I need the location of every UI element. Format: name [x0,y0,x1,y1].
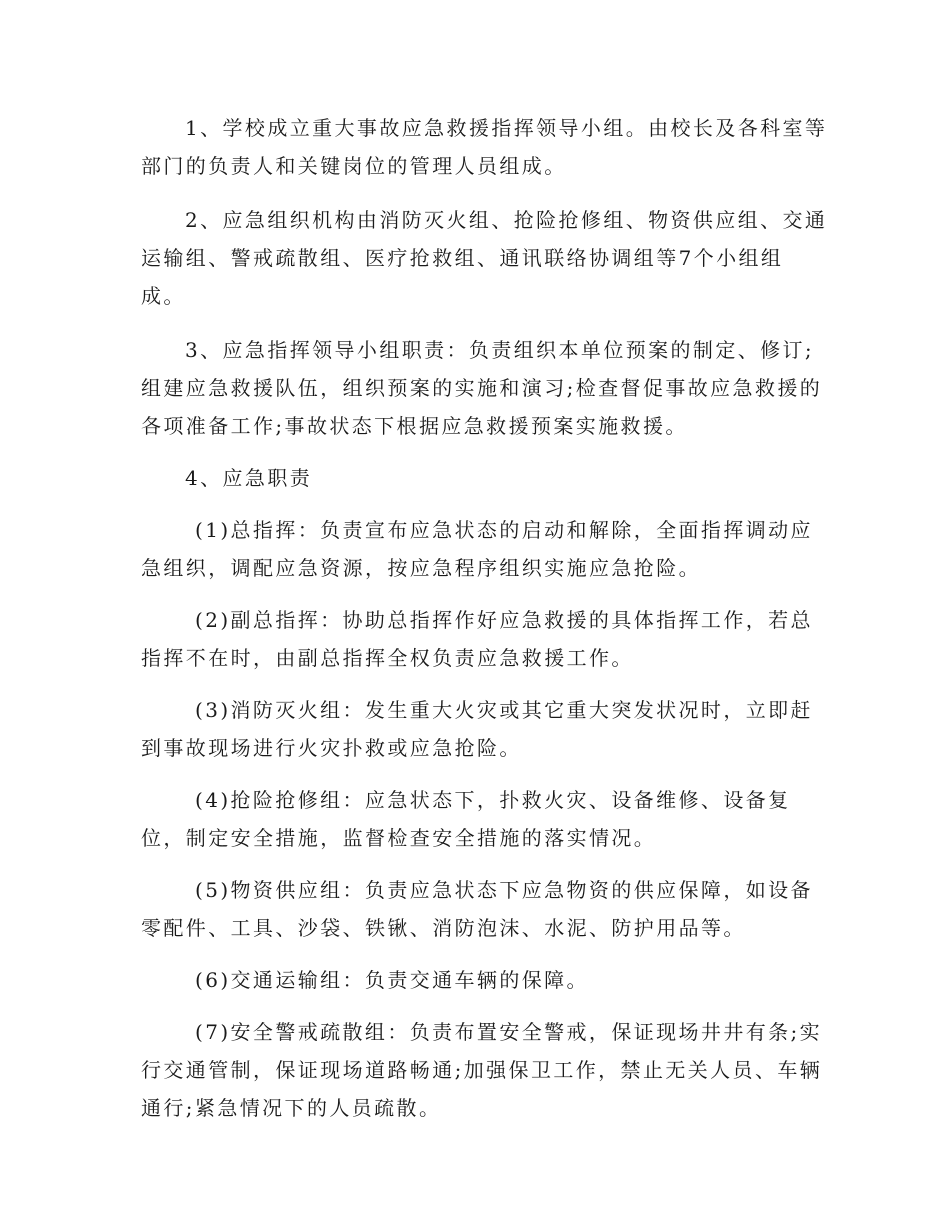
paragraph-3-line-2: 组建应急救援队伍，组织预案的实施和演习;检查督促事故应急救援的 [141,376,823,400]
paragraph-8-line-2: 位，制定安全措施，监督检查安全措施的落实情况。 [141,826,657,850]
paragraph-8-line-1: (4)抢险抢修组：应急状态下，扑救火灾、设备维修、设备复 [195,788,791,812]
paragraph-10-line-1: (6)交通运输组：负责交通车辆的保障。 [195,968,589,992]
paragraph-11-line-2: 行交通管制，保证现场道路畅通;加强保卫工作，禁止无关人员、车辆 [141,1058,823,1082]
paragraph-2-line-2: 运输组、警戒疏散组、医疗抢救组、通讯联络协调组等7个小组组 [141,246,784,270]
paragraph-3-line-1: 3、应急指挥领导小组职责：负责组织本单位预案的制定、修订; [185,338,815,362]
paragraph-2-line-1: 2、应急组织机构由消防灭火组、抢险抢修组、物资供应组、交通 [185,208,828,232]
paragraph-7-line-1: (3)消防灭火组：发生重大火灾或其它重大突发状况时，立即赶 [195,698,813,722]
paragraph-2-line-3: 成。 [141,284,186,308]
paragraph-6-line-2: 指挥不在时，由副总指挥全权负责应急救援工作。 [141,646,634,670]
paragraph-3-line-3: 各项准备工作;事故状态下根据应急救援预案实施救援。 [141,414,688,438]
paragraph-7-line-2: 到事故现场进行火灾扑救或应急抢险。 [141,736,522,760]
paragraph-5-line-1: (1)总指挥：负责宣布应急状态的启动和解除，全面指挥调动应 [195,518,813,542]
paragraph-4-line-1: 4、应急职责 [185,466,313,490]
paragraph-1-line-2: 部门的负责人和关键岗位的管理人员组成。 [141,154,567,178]
paragraph-1-line-1: 1、学校成立重大事故应急救援指挥领导小组。由校长及各科室等 [185,116,828,140]
paragraph-11-line-3: 通行;紧急情况下的人员疏散。 [141,1096,442,1120]
paragraph-5-line-2: 急组织，调配应急资源，按应急程序组织实施应急抢险。 [141,556,701,580]
paragraph-9-line-1: (5)物资供应组：负责应急状态下应急物资的供应保障，如设备 [195,878,813,902]
paragraph-6-line-1: (2)副总指挥：协助总指挥作好应急救援的具体指挥工作，若总 [195,608,813,632]
paragraph-11-line-1: (7)安全警戒疏散组：负责布置安全警戒，保证现场井井有条;实 [195,1020,823,1044]
paragraph-9-line-2: 零配件、工具、沙袋、铁锹、消防泡沫、水泥、防护用品等。 [141,916,746,940]
